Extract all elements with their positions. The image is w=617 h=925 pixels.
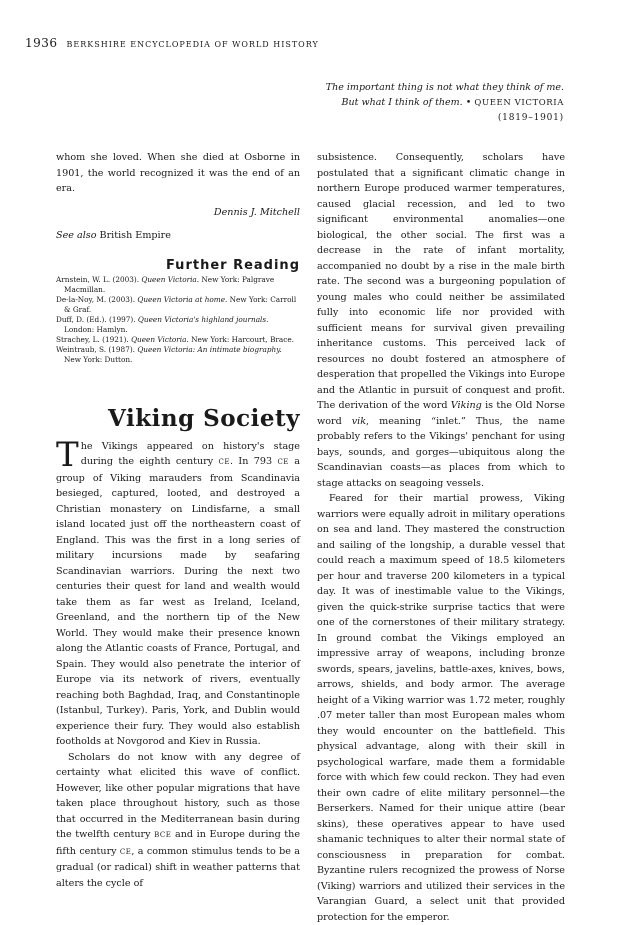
article-paragraph-3: Feared for their martial prowess, Viking warriors were equally adroit in military operations on sea and land. They mastered the construction and sailing of the longship, a durable vessel that could reach a maximum speed of 18.5 kilometers per hour and traverse 200 kilometers in a typical day. It was of inestimable value to the Vikings, given the quick-strike surprise tactics that were one of the cornerstones of their military strategy. In ground combat the Vikings employed an impressive array of weapons, including bronze swords, spears, javelins, battle-axes, knives, bows, arrows, shields, and body armor. The average height of a Viking warrior was 1.72 meter, roughly .07 meter taller than most European males whom they would encounter on the battlefield. This physical advantage, along with their skill in psychological warfare, made them a formidable force with which few could reckon. They had even their own cadre of elite military personnel—the Berserkers. Named for their unique attire (bear skins), these operatives appear to have used shamanic techniques to alter their normal state of consciousness in preparation for combat. Byzantine rulers recognized the prowess of Norse (Viking) warriors and utilized their services in the Varangian Guard, a select unit that provided protection for the emperor. — [317, 493, 565, 923]
reference-item: De-la-Noy, M. (2003). Queen Victoria at home. New York: Carroll & Graf. — [56, 295, 297, 314]
p2-cont-b: subsistence. Consequently, scholars have postulated that a significant climatic change in northern Europe produced warmer temperatures, caused glacial recession, and led to two significant environmental anomalies—one biological, the other social. The first was a decrease in the rate of infant mortality, accompanied no doubt by a rise in the male birth rate. The second was a burgeoning population of young males who could neither be assimilated fully into economic life nor provided with sufficient means for survival given prevailing inheritance customs. This perceived lack of resources no doubt fostered an atmosphere of desperation that propelled the Vikings into Europe and the Atlantic in pursuit of conquest and profit. The derivation of the word — [317, 152, 565, 411]
book-title: BERKSHIRE ENCYCLOPEDIA OF WORLD HISTORY — [66, 40, 319, 49]
author-signature: Dennis J. Mitchell — [213, 206, 300, 218]
epigraph-line2-text: But what I think of them. — [341, 97, 463, 108]
running-header — [25, 36, 319, 50]
bullet: • — [465, 97, 472, 108]
epigraph-years: (1819–1901) — [497, 113, 564, 123]
further-reading-heading: Further Reading — [165, 257, 300, 273]
epigraph — [304, 80, 564, 126]
prev-article-closing: whom she loved. When she died at Osborne in 1901, the world recognized it was the end of an era. — [56, 152, 300, 194]
article-paragraph-1: The Vikings appeared on history's stage during the eighth century CE. In 793 CE a group of Viking marauders from Scandinavia besieged, captured, looted, and destroyed a Christian monastery on Lindisfarne, a small island located just off the northeastern coast of England. This was the first in a long series of military incursions made by seafaring Scandinavian warriors. During the next two centuries their quest for land and wealth would take them as far west as Ireland, Iceland, Greenland, and the northern tip of the New World. They would make their presence known along the Atlantic coasts of France, Portugal, and Spain. They would also penetrate the interior of Europe via its network of rivers, eventually reaching both Baghdad, Iraq, and Constantinople (Istanbul, Turkey). Paris, York, and Dublin would experience their fury. They would also establish footholds at Novgorod and Kiev in Russia. — [56, 434, 300, 747]
reference-item: Strachey, L. (1921). Queen Victoria. New York: Harcourt, Brace. — [56, 335, 294, 344]
article-paragraph-2-cont: subsistence. Consequently, scholars have postulated that a significant climatic change in northern Europe produced warmer temperatures, caused glacial recession, and led to two significant environmental anomalies—one biological, the other social. The first was a decrease in the rate of infant mortality, accompanied no doubt by a rise in the male birth rate. The second was a burgeoning population of young males who could neither be assimilated fully into economic life nor provided with sufficient means for survival given prevailing inheritance customs. This perceived lack of resources no doubt fostered an atmosphere of desperation that propelled the Vikings into Europe and the Atlantic in pursuit of conquest and profit. The derivation of the word Viking is the Old Norse word vik, meaning “inlet.” Thus, the name probably refers to the Vikings' penchant for using bays, sounds, and gorges—ubiquitous along the Scandinavian coasts—as places from which to stage attacks on seagoing vessels. — [317, 152, 566, 489]
reference-list — [56, 275, 300, 365]
article-title: Viking Society — [108, 405, 300, 432]
epigraph-attribution: QUEEN VICTORIA — [474, 98, 564, 108]
left-column — [56, 150, 300, 891]
epigraph-line1: The important thing is not what they think of me. — [325, 82, 564, 93]
drop-cap: T — [56, 434, 79, 475]
see-also-link[interactable]: British Empire — [99, 230, 171, 241]
p2-cont-a: , a common stimulus tends to be a gradual (or radical) shift in weather patterns that alters the cycle of — [56, 845, 301, 889]
page-number: 1936 — [25, 36, 58, 50]
reference-item: Weintraub, S. (1987). Queen Victoria: An intimate biography. New York: Dutton. — [56, 345, 282, 364]
see-also — [56, 228, 300, 244]
epigraph-line2 — [304, 95, 564, 111]
article-paragraph-2-start: Scholars do not know with any degree of certainty what elicited this wave of conflict. However, like other popular migrations that have taken place throughout history, such as those that occurred in the Mediterranean basin during the twelfth century BCE and in Europe during the fifth century CE, a common stimulus tends to be a gradual (or radical) shift in weather patterns that alters the cycle of — [56, 751, 301, 889]
reference-item: Duff, D. (Ed.). (1997). Queen Victoria's highland journals. London: Hamlyn. — [56, 315, 269, 334]
see-also-label: See also — [56, 230, 97, 241]
right-column — [317, 150, 565, 925]
reference-item: Arnstein, W. L. (2003). Queen Victoria. New York: Palgrave Macmillan. — [56, 275, 275, 294]
